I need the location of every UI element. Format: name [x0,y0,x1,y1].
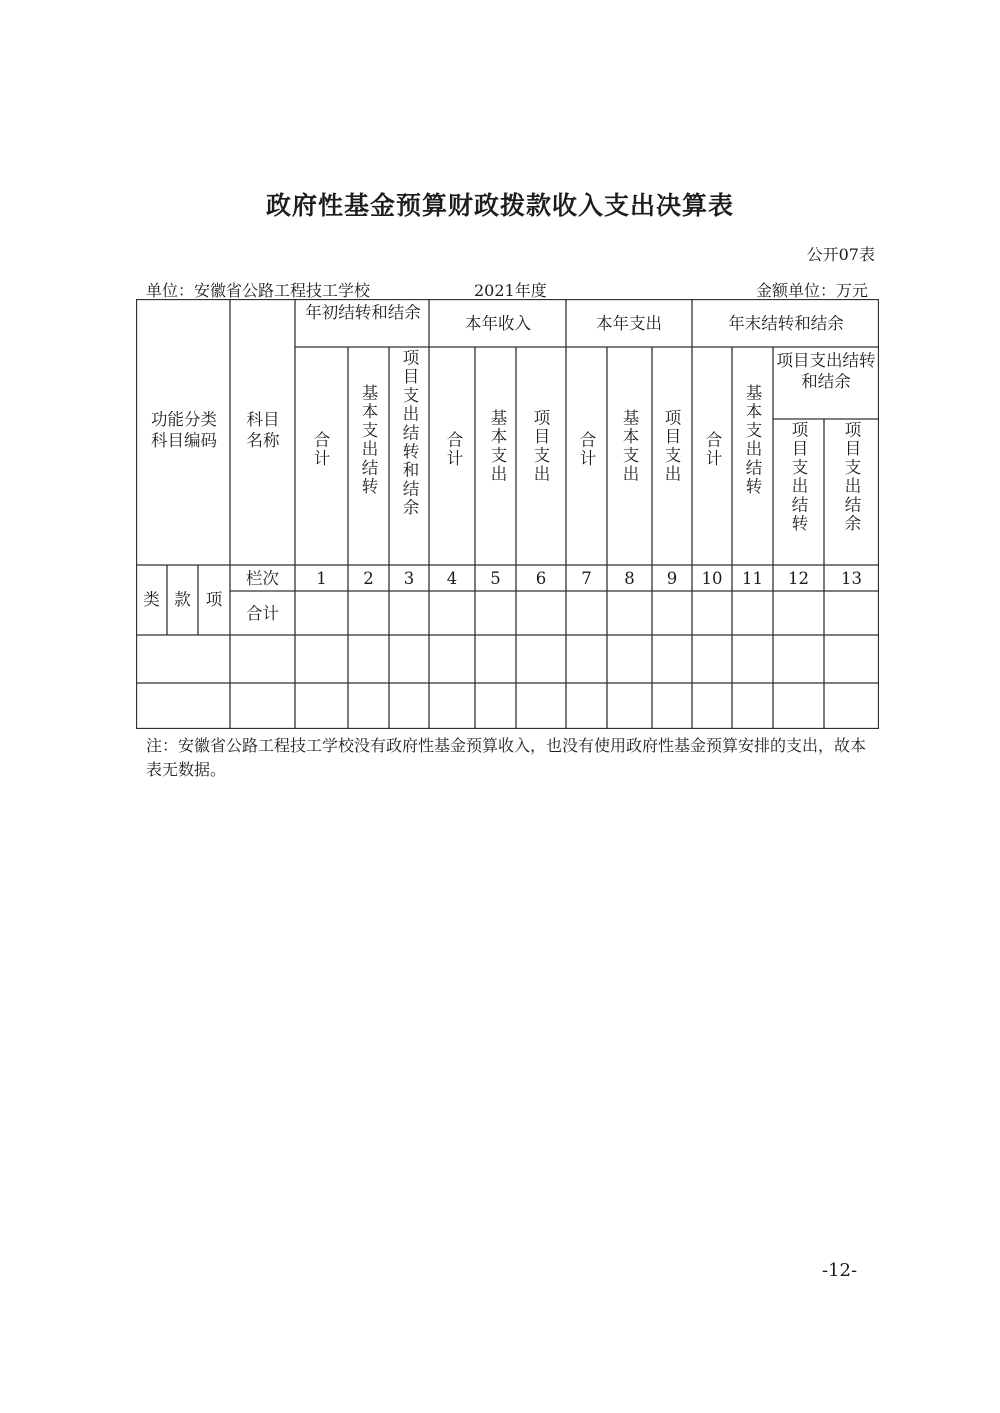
header-current-expense: 本年支出 [596,314,662,333]
footnote: 注：安徽省公路工程技工学校没有政府性基金预算收入，也没有使用政府性基金预算安排的支出，故本表无数据。 [146,736,867,779]
row-label-lei: 类 [143,590,160,609]
reporting-unit: 单位：安徽省公路工程技工学校 [146,281,371,300]
header-expense-project: 项目支出 [662,409,681,484]
row-label-xiang: 项 [205,590,223,609]
header-closing-total: 合计 [703,431,722,469]
column-number: 3 [403,569,415,588]
column-number: 2 [363,569,374,588]
header-income-basic: 基本支出 [488,409,507,484]
column-number: 12 [788,569,809,588]
table-code: 公开07表 [806,245,875,264]
header-opening-basic: 基本支出结转 [359,384,378,497]
header-opening-balance: 年初结转和结余 [305,303,421,322]
page-title: 政府性基金预算财政拨款收入支出决算表 [265,191,734,220]
column-number: 9 [666,569,678,588]
fiscal-year: 2021年度 [474,281,547,300]
header-opening-project: 项目支出结转和结余 [400,349,419,518]
table-grid-lines [136,299,879,729]
column-number: 6 [535,569,547,588]
budget-table [136,299,879,729]
column-number: 5 [490,569,501,588]
header-closing-project-surplus: 项目支出结余 [842,421,861,534]
header-income-project: 项目支出 [531,409,550,484]
column-number: 13 [841,569,862,588]
header-closing-project: 项目支出结转和结余 [776,351,876,391]
amount-unit: 金额单位：万元 [755,281,868,300]
header-func-code: 功能分类科目编码 [151,410,217,450]
header-closing-project-carry: 项目支出结转 [789,421,808,534]
header-expense-total: 合计 [577,431,596,469]
row-label-total: 合计 [246,604,279,623]
row-label-lanci: 栏次 [246,569,279,588]
column-number: 7 [581,569,592,588]
column-number: 8 [624,569,635,588]
column-number: 4 [446,569,458,588]
header-closing-basic: 基本支出结转 [743,384,762,497]
row-label-kuan: 款 [174,590,191,609]
header-expense-basic: 基本支出 [620,409,639,484]
header-subject-name: 科目名称 [246,410,280,450]
page-number: -12- [822,1260,858,1281]
column-number: 1 [316,569,327,588]
header-income-total: 合计 [444,431,463,469]
header-current-income: 本年收入 [465,314,531,333]
header-opening-total: 合计 [311,431,330,469]
column-number: 10 [701,569,723,588]
column-number: 11 [742,569,763,588]
header-closing-balance: 年末结转和结余 [728,314,844,333]
